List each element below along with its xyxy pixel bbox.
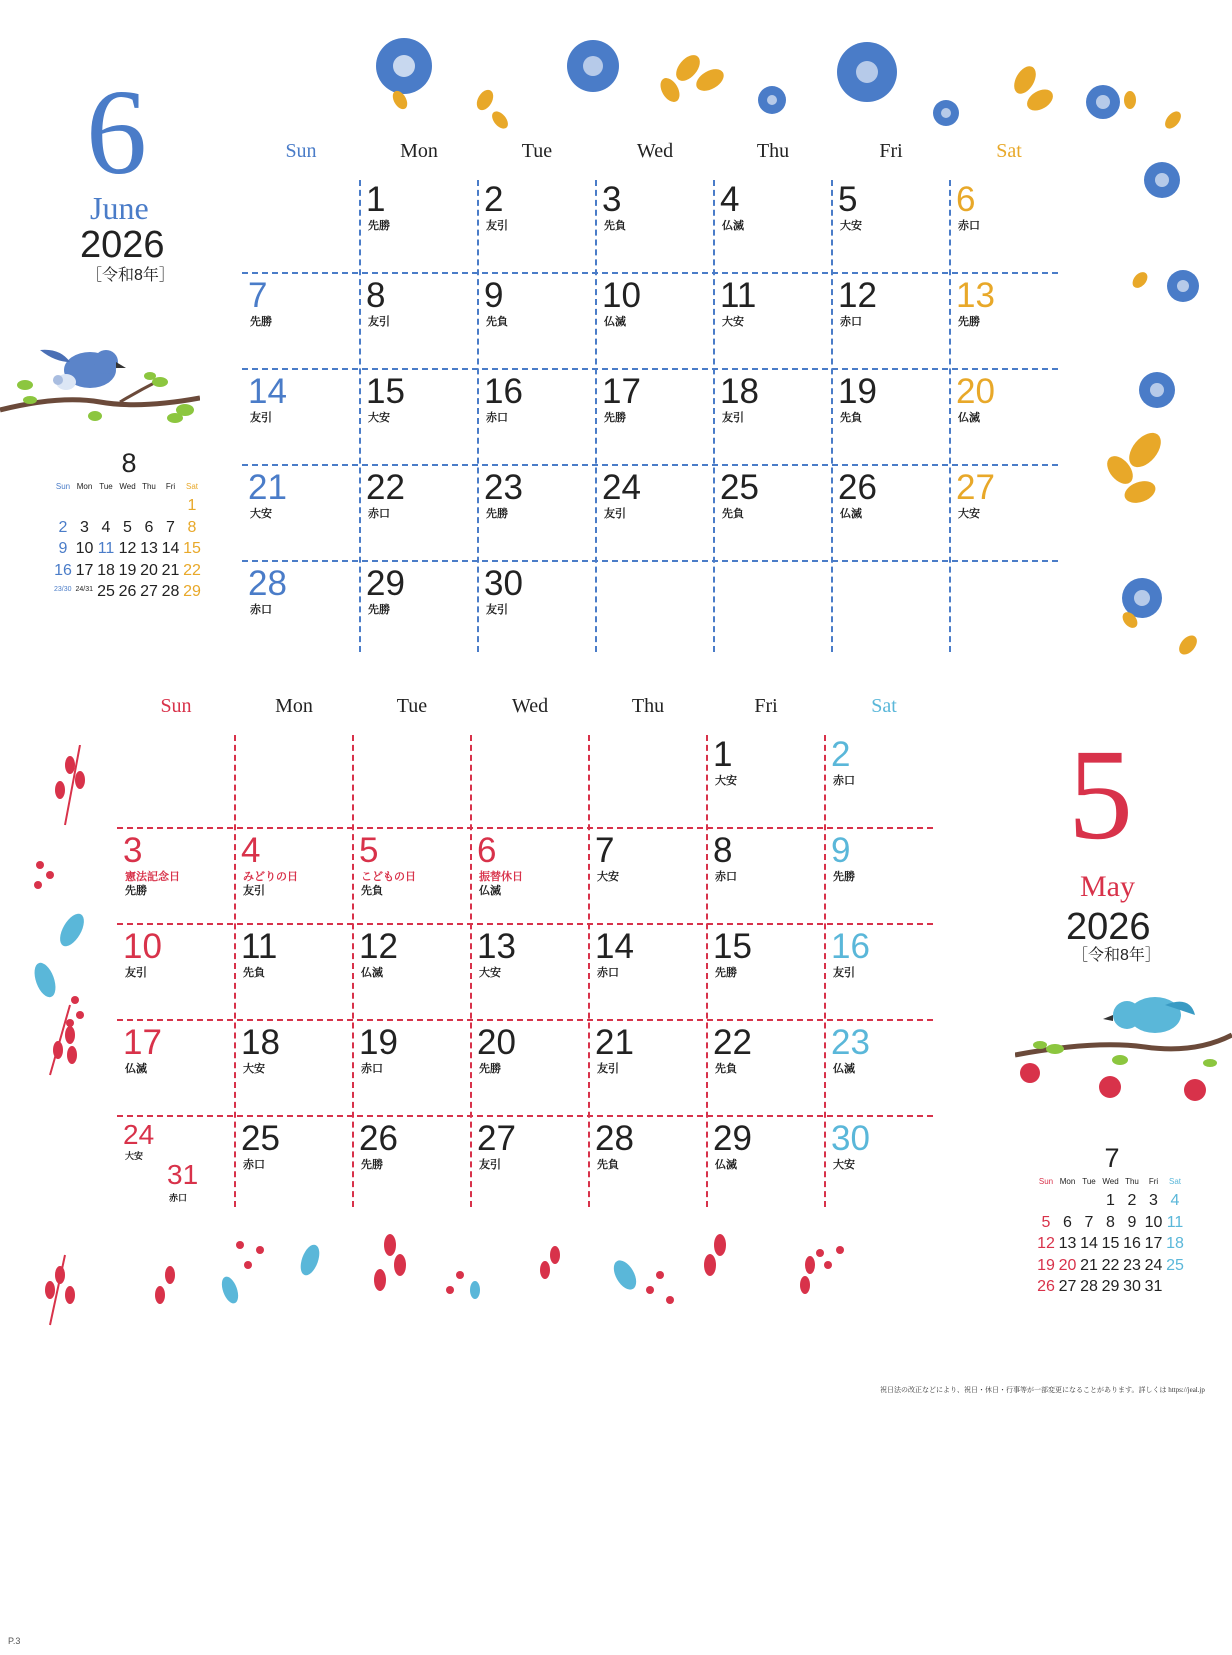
day-number: 24 xyxy=(123,1119,155,1150)
mini-day: 22 xyxy=(1101,1256,1120,1274)
rokuyo-label: 仏滅 xyxy=(840,508,862,520)
day-number: 13 xyxy=(956,276,995,315)
mini-day: 27 xyxy=(140,583,158,600)
mini-day: 25 xyxy=(1166,1256,1184,1274)
rokuyo-label: 仏滅 xyxy=(604,316,626,328)
rokuyo-label: 仏滅 xyxy=(361,967,383,979)
mini-day: 29 xyxy=(1101,1278,1120,1295)
day-number: 7 xyxy=(595,831,615,870)
mini-dow: Sun xyxy=(55,482,71,491)
rokuyo-label: 友引 xyxy=(125,967,147,979)
rokuyo-label: 赤口 xyxy=(958,220,980,232)
day-number: 10 xyxy=(602,276,641,315)
mini-dow: Mon xyxy=(1059,1177,1076,1186)
mini-day: 4 xyxy=(101,518,111,536)
bird-on-branch-illustration xyxy=(1015,985,1232,1105)
page-label: P.3 xyxy=(8,1636,21,1646)
mini-day: 13 xyxy=(1058,1235,1077,1252)
rokuyo-label: 友引 xyxy=(243,885,265,897)
mini-day: 9 xyxy=(58,540,68,557)
rokuyo-label: 大安 xyxy=(722,316,744,328)
mini-day: 20 xyxy=(140,561,158,579)
mini-day: 28 xyxy=(161,583,180,600)
mini-dow: Fri xyxy=(165,482,176,491)
mini-day: 23/30 xyxy=(54,586,72,593)
mini-day: 2 xyxy=(58,518,68,536)
rokuyo-label: 先勝 xyxy=(604,412,626,424)
day-number-shared: 31 xyxy=(167,1159,199,1190)
mini-day: 3 xyxy=(80,518,89,536)
rokuyo-label: 大安 xyxy=(715,775,737,787)
mini-dow: Thu xyxy=(142,482,156,491)
day-number: 28 xyxy=(595,1119,634,1158)
rokuyo-label: 赤口 xyxy=(250,604,272,616)
rokuyo-label: 友引 xyxy=(604,508,626,520)
holiday-label: こどもの日 xyxy=(361,871,416,883)
rokuyo-label: 赤口 xyxy=(243,1159,265,1171)
day-number: 11 xyxy=(720,276,757,315)
mini-day: 19 xyxy=(118,561,137,579)
holiday-label: 憲法記念日 xyxy=(125,871,180,883)
day-number: 20 xyxy=(956,372,995,411)
dow-header: Mon xyxy=(400,140,438,162)
mini-day: 10 xyxy=(1144,1213,1163,1231)
mini-day: 26 xyxy=(1037,1278,1055,1295)
day-number: 6 xyxy=(477,831,497,870)
mini-day: 5 xyxy=(123,518,132,536)
dow-header: Mon xyxy=(275,695,313,717)
mini-day: 31 xyxy=(1144,1278,1163,1295)
mini-day: 6 xyxy=(1063,1213,1072,1231)
rokuyo-label: 先勝 xyxy=(361,1159,383,1171)
rokuyo-label: 先負 xyxy=(722,508,744,520)
dow-header: Fri xyxy=(754,695,778,717)
mini-dow: Sat xyxy=(1168,1177,1181,1186)
mini-day: 11 xyxy=(97,540,115,557)
rokuyo-label: 先負 xyxy=(486,316,508,328)
rokuyo-label: 赤口 xyxy=(597,967,619,979)
dow-header: Wed xyxy=(511,695,549,717)
day-number: 10 xyxy=(123,927,162,966)
mini-day: 8 xyxy=(187,518,197,536)
day-number: 8 xyxy=(713,831,733,870)
day-number: 6 xyxy=(956,180,976,219)
rokuyo-label: 大安 xyxy=(597,871,619,883)
day-number: 25 xyxy=(720,468,759,507)
day-number: 23 xyxy=(484,468,523,507)
rokuyo-label-shared: 赤口 xyxy=(169,1193,188,1203)
day-number: 2 xyxy=(484,180,504,219)
mini-day: 7 xyxy=(1084,1213,1094,1231)
mini-day: 5 xyxy=(1041,1213,1051,1231)
day-number: 21 xyxy=(595,1023,634,1062)
mini-dow: Wed xyxy=(1102,1177,1119,1186)
rokuyo-label: 先勝 xyxy=(250,316,272,328)
rokuyo-label: 大安 xyxy=(840,220,862,232)
rokuyo-label: 仏滅 xyxy=(125,1063,147,1075)
rokuyo-label: 仏滅 xyxy=(479,885,501,897)
bird-on-branch-illustration xyxy=(0,340,200,430)
mini-day: 7 xyxy=(166,518,175,536)
rokuyo-label: 友引 xyxy=(250,412,272,424)
mini-dow: Tue xyxy=(99,482,113,491)
mini-day: 1 xyxy=(187,497,197,514)
mini-day: 16 xyxy=(1123,1235,1141,1252)
day-number: 4 xyxy=(720,180,740,219)
mini-day: 17 xyxy=(75,561,94,579)
day-number: 12 xyxy=(838,276,877,315)
mini-day: 19 xyxy=(1037,1256,1055,1274)
mini-day: 21 xyxy=(1080,1256,1098,1274)
day-number: 7 xyxy=(248,276,268,315)
rokuyo-label: 仏滅 xyxy=(958,412,980,424)
mini-dow: Sun xyxy=(1038,1177,1054,1186)
day-number: 5 xyxy=(838,180,858,219)
rokuyo-label: 先勝 xyxy=(125,885,147,897)
day-number: 5 xyxy=(359,831,379,870)
may-month-name: May xyxy=(1080,870,1135,903)
rokuyo-label: 先負 xyxy=(604,220,626,232)
rokuyo-label: 仏滅 xyxy=(833,1063,855,1075)
mini-day: 12 xyxy=(1037,1235,1055,1252)
mini-day: 2 xyxy=(1127,1192,1137,1209)
mini-day: 8 xyxy=(1106,1213,1115,1231)
leaf-decoration xyxy=(20,745,920,1385)
rokuyo-label: 大安 xyxy=(833,1159,855,1171)
mini-day: 11 xyxy=(1166,1213,1184,1231)
rokuyo-label: 大安 xyxy=(125,1151,144,1161)
day-number: 19 xyxy=(359,1023,398,1062)
day-number: 21 xyxy=(248,468,287,507)
june-month-number: 6 xyxy=(86,65,147,200)
holiday-label: みどりの日 xyxy=(243,871,298,883)
rokuyo-label: 先負 xyxy=(597,1159,619,1171)
day-number: 28 xyxy=(248,564,287,603)
day-number: 23 xyxy=(831,1023,870,1062)
day-number: 26 xyxy=(359,1119,398,1158)
rokuyo-label: 先勝 xyxy=(715,967,737,979)
day-number: 3 xyxy=(123,831,143,870)
rokuyo-label: 先勝 xyxy=(368,604,390,616)
rokuyo-label: 大安 xyxy=(243,1063,265,1075)
may-month-number: 5 xyxy=(1068,723,1133,867)
mini-day: 26 xyxy=(118,583,137,600)
day-number: 20 xyxy=(477,1023,516,1062)
rokuyo-label: 赤口 xyxy=(715,871,737,883)
mini-day: 12 xyxy=(118,540,137,557)
mini-day: 27 xyxy=(1058,1278,1077,1295)
mini-day: 4 xyxy=(1170,1192,1180,1209)
mini-day: 18 xyxy=(97,561,115,579)
mini-day: 30 xyxy=(1123,1278,1141,1295)
mini-dow: Thu xyxy=(1125,1177,1139,1186)
mini-day: 6 xyxy=(144,518,154,536)
mini-day: 16 xyxy=(54,561,72,579)
mini-day: 24 xyxy=(1144,1256,1163,1274)
day-number: 17 xyxy=(123,1023,162,1062)
day-number: 9 xyxy=(831,831,851,870)
mini-august-title: 8 xyxy=(121,448,137,478)
holiday-label: 振替休日 xyxy=(479,871,523,883)
day-number: 4 xyxy=(241,831,261,870)
rokuyo-label: 先勝 xyxy=(368,220,390,232)
mini-day: 9 xyxy=(1127,1213,1137,1231)
mini-day: 25 xyxy=(97,583,115,600)
rokuyo-label: 仏滅 xyxy=(722,220,744,232)
rokuyo-label: 先負 xyxy=(243,967,265,979)
day-number: 1 xyxy=(366,180,386,219)
mini-dow: Mon xyxy=(76,482,93,491)
day-number: 22 xyxy=(366,468,405,507)
dow-header: Sun xyxy=(285,140,317,162)
rokuyo-label: 先勝 xyxy=(486,508,508,520)
mini-july-title: 7 xyxy=(1104,1143,1120,1173)
mini-day: 20 xyxy=(1058,1256,1077,1274)
dow-header: Thu xyxy=(631,695,665,717)
mini-day: 28 xyxy=(1080,1278,1098,1295)
day-number: 16 xyxy=(484,372,523,411)
day-number: 14 xyxy=(595,927,634,966)
mini-day: 21 xyxy=(161,561,180,579)
day-number: 8 xyxy=(366,276,386,315)
june-month-name: June xyxy=(90,190,149,226)
mini-day: 29 xyxy=(183,583,201,600)
rokuyo-label: 友引 xyxy=(368,316,390,328)
footnote: 祝日法の改正などにより、祝日・休日・行事等が一部変更になることがあります。詳しくは https://jeal.jp xyxy=(880,1386,1205,1394)
rokuyo-label: 先負 xyxy=(715,1063,737,1075)
mini-day: 24/31 xyxy=(75,586,94,593)
day-number: 30 xyxy=(484,564,523,603)
mini-dow: Fri xyxy=(1148,1177,1159,1186)
day-number: 22 xyxy=(713,1023,752,1062)
mini-day: 18 xyxy=(1166,1235,1184,1252)
may-era: ［令和8年］ xyxy=(1072,947,1161,964)
day-number: 2 xyxy=(831,735,851,774)
rokuyo-label: 大安 xyxy=(958,508,980,520)
dow-header: Tue xyxy=(521,140,553,162)
day-number: 29 xyxy=(366,564,405,603)
day-number: 27 xyxy=(956,468,995,507)
mini-day: 23 xyxy=(1123,1256,1141,1274)
rokuyo-label: 先勝 xyxy=(833,871,855,883)
day-number: 15 xyxy=(366,372,405,411)
rokuyo-label: 先勝 xyxy=(479,1063,501,1075)
mini-calendar-july xyxy=(1035,1145,1189,1315)
mini-calendar-august xyxy=(52,450,206,620)
mini-day: 3 xyxy=(1149,1192,1158,1209)
mini-day: 14 xyxy=(1080,1235,1098,1252)
flower-decoration xyxy=(340,30,1232,670)
day-number: 15 xyxy=(713,927,752,966)
mini-dow: Wed xyxy=(119,482,136,491)
mini-day: 14 xyxy=(161,540,180,557)
day-number: 26 xyxy=(838,468,877,507)
may-year: 2026 xyxy=(1066,906,1151,948)
rokuyo-label: 先勝 xyxy=(958,316,980,328)
rokuyo-label: 先負 xyxy=(361,885,383,897)
rokuyo-label: 仏滅 xyxy=(715,1159,737,1171)
day-number: 29 xyxy=(713,1119,752,1158)
dow-header: Tue xyxy=(396,695,428,717)
day-number: 1 xyxy=(713,735,733,774)
day-number: 9 xyxy=(484,276,504,315)
dow-header: Sun xyxy=(160,695,192,717)
rokuyo-label: 先負 xyxy=(840,412,862,424)
rokuyo-label: 友引 xyxy=(597,1063,619,1075)
dow-header: Sat xyxy=(996,140,1022,162)
rokuyo-label: 赤口 xyxy=(361,1063,383,1075)
mini-day: 10 xyxy=(75,540,94,557)
rokuyo-label: 友引 xyxy=(486,604,508,616)
day-number: 16 xyxy=(831,927,870,966)
day-number: 12 xyxy=(359,927,398,966)
rokuyo-label: 大安 xyxy=(479,967,501,979)
rokuyo-label: 友引 xyxy=(486,220,508,232)
day-number: 3 xyxy=(602,180,622,219)
rokuyo-label: 大安 xyxy=(250,508,272,520)
rokuyo-label: 赤口 xyxy=(833,775,855,787)
day-number: 14 xyxy=(248,372,287,411)
day-number: 17 xyxy=(602,372,641,411)
mini-day: 17 xyxy=(1144,1235,1163,1252)
mini-dow: Tue xyxy=(1082,1177,1096,1186)
rokuyo-label: 友引 xyxy=(833,967,855,979)
day-number: 30 xyxy=(831,1119,870,1158)
mini-day: 22 xyxy=(183,561,201,579)
dow-header: Fri xyxy=(879,140,903,162)
day-number: 13 xyxy=(477,927,516,966)
day-number: 18 xyxy=(241,1023,280,1062)
mini-day: 13 xyxy=(140,540,158,557)
rokuyo-label: 赤口 xyxy=(486,412,508,424)
mini-day: 1 xyxy=(1106,1192,1115,1209)
mini-day: 15 xyxy=(183,540,201,557)
day-number: 25 xyxy=(241,1119,280,1158)
mini-day: 15 xyxy=(1101,1235,1120,1252)
dow-header: Wed xyxy=(636,140,674,162)
june-era: ［令和8年］ xyxy=(86,267,175,284)
day-number: 24 xyxy=(602,468,641,507)
mini-dow: Sat xyxy=(185,482,198,491)
dow-header: Thu xyxy=(756,140,790,162)
rokuyo-label: 友引 xyxy=(722,412,744,424)
day-number: 18 xyxy=(720,372,759,411)
rokuyo-label: 赤口 xyxy=(368,508,390,520)
day-number: 19 xyxy=(838,372,877,411)
day-number: 27 xyxy=(477,1119,516,1158)
june-year: 2026 xyxy=(80,224,165,266)
rokuyo-label: 友引 xyxy=(479,1159,501,1171)
dow-header: Sat xyxy=(871,695,897,717)
day-number: 11 xyxy=(241,927,278,966)
rokuyo-label: 大安 xyxy=(368,412,390,424)
rokuyo-label: 赤口 xyxy=(840,316,862,328)
